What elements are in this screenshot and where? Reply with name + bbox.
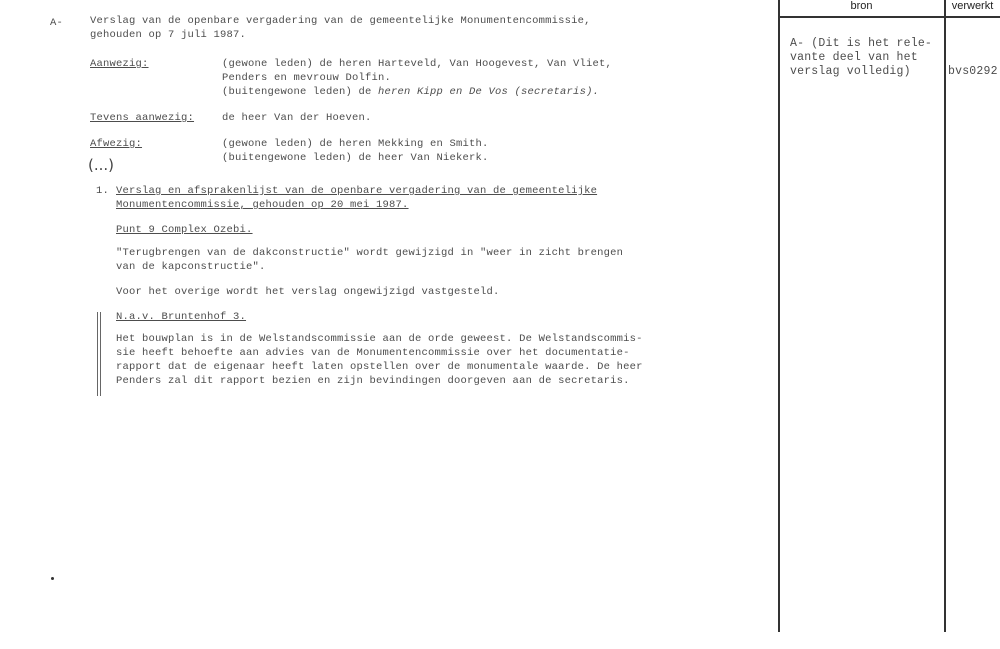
bron-left-rule [778, 0, 780, 632]
remainder-text: Voor het overige wordt het verslag ongewijzigd vastgesteld. [116, 286, 500, 298]
nav-text-line2: sie heeft behoefte aan advies van de Monumentencommissie over het documentatie- [116, 347, 630, 359]
point-heading: Punt 9 Complex Ozebi. [116, 224, 253, 236]
present-line3-italic: heren Kipp en De Vos (secretaris). [378, 86, 600, 98]
bron-note-line2: vante deel van het [790, 51, 918, 64]
absent-label: Afwezig: [90, 138, 143, 150]
ellipsis: (...) [88, 156, 115, 174]
present-line1: (gewone leden) de heren Harteveld, Van Hoogevest, Van Vliet, [222, 58, 613, 70]
also-present-value: de heer Van der Hoeven. [222, 112, 372, 124]
nav-heading: N.a.v. Bruntenhof 3. [116, 311, 247, 323]
report-title-line2: gehouden op 7 juli 1987. [90, 29, 247, 41]
item-title-line2: Monumentencommissie, gehouden op 20 mei 1987. [116, 199, 409, 211]
present-line3-prefix: (buitengewone leden) de [222, 86, 379, 98]
verwerkt-header: verwerkt [951, 0, 994, 12]
present-line3 [222, 86, 599, 100]
header-rule [778, 16, 1000, 18]
absent-line2: (buitengewone leden) de heer Van Niekerk. [222, 152, 489, 164]
nav-text-line4: Penders zal dit rapport bezien en zijn bevindingen doorgeven aan de secretaris. [116, 375, 630, 387]
bron-note-line1: A- (Dit is het rele- [790, 37, 933, 50]
margin-bar-left [97, 312, 98, 396]
point-text-line2: van de kapconstructie". [116, 261, 266, 273]
section-marker: A- [50, 17, 64, 29]
verwerkt-value: bvs0292 [948, 65, 998, 78]
point-text-line1: "Terugbrengen van de dakconstructie" wordt gewijzigd in "weer in zicht brengen [116, 247, 624, 259]
present-line2: Penders en mevrouw Dolfin. [222, 72, 392, 84]
item-title-line1: Verslag en afsprakenlijst van de openbare vergadering van de gemeentelijke [116, 185, 598, 197]
bron-note-line3: verslag volledig) [790, 65, 911, 78]
margin-bar-right [100, 312, 101, 396]
present-label: Aanwezig: [90, 58, 149, 70]
stray-dot [51, 577, 54, 580]
nav-text-line3: rapport dat de eigenaar heeft laten opstellen over de monumentale waarde. De heer [116, 361, 643, 373]
bron-right-rule [944, 0, 946, 632]
item-number: 1. [96, 185, 110, 197]
report-title-line1: Verslag van de openbare vergadering van de gemeentelijke Monumentencommissie, [90, 15, 591, 27]
bron-header: bron [850, 0, 873, 12]
also-present-label: Tevens aanwezig: [90, 112, 195, 124]
nav-text-line1: Het bouwplan is in de Welstandscommissie aan de orde geweest. De Welstandscommis- [116, 333, 643, 345]
absent-line1: (gewone leden) de heren Mekking en Smith. [222, 138, 489, 150]
